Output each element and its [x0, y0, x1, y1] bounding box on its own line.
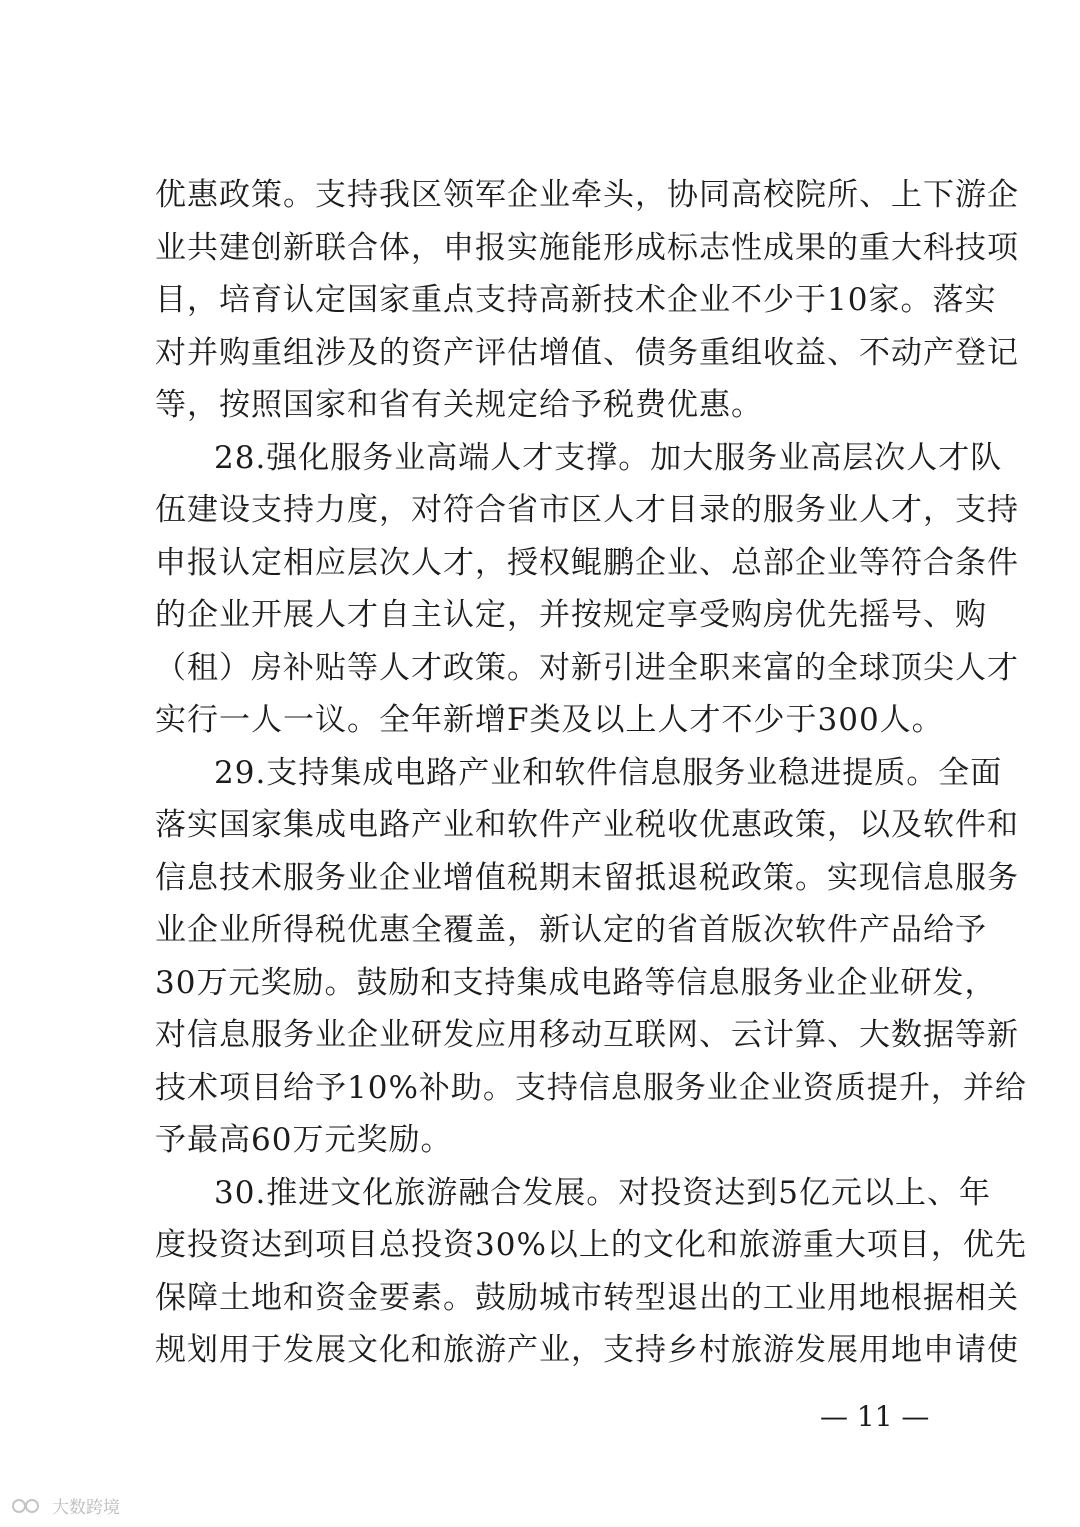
- text-line: 等，按照国家和省有关规定给予税费优惠。: [155, 387, 763, 423]
- text-line: 技术项目给予10%补助。支持信息服务业企业资质提升，并给: [155, 1069, 1027, 1106]
- text-line: 予最高60万元奖励。: [155, 1122, 453, 1158]
- text-line: 落实国家集成电路产业和软件产业税收优惠政策，以及软件和: [155, 807, 1019, 843]
- text-line: 业共建创新联合体，申报实施能形成标志性成果的重大科技项: [155, 229, 1019, 266]
- text-line: 目，培育认定国家重点支持高新技术企业不少于10家。落实: [155, 282, 997, 318]
- text-line: 对信息服务业企业研发应用移动互联网、云计算、大数据等新: [155, 1017, 1019, 1053]
- text-line: 度投资达到项目总投资30%以上的文化和旅游重大项目，优先: [155, 1227, 1027, 1263]
- text-line: 业企业所得税优惠全覆盖，新认定的省首版次软件产品给予: [155, 912, 987, 948]
- text-line: 30万元奖励。鼓励和支持集成电路等信息服务业企业研发，: [155, 964, 997, 1001]
- text-line: 的企业开展人才自主认定，并按规定享受购房优先摇号、购: [155, 597, 987, 633]
- text-line: 规划用于发展文化和旅游产业，支持乡村旅游发展用地申请使: [155, 1332, 1019, 1368]
- text-line: 28.强化服务业高端人才支撑。加大服务业高层次人才队: [214, 439, 1003, 476]
- text-line: 对并购重组涉及的资产评估增值、债务重组收益、不动产登记: [155, 334, 1019, 371]
- text-line: 优惠政策。支持我区领军企业牵头，协同高校院所、上下游企: [155, 177, 1019, 213]
- watermark-logo-icon: [12, 1497, 46, 1515]
- text-line: 伍建设支持力度，对符合省市区人才目录的服务业人才，支持: [155, 492, 1019, 528]
- text-line: （租）房补贴等人才政策。对新引进全职来富的全球顶尖人才: [155, 649, 1019, 686]
- text-line: 29.支持集成电路产业和软件信息服务业稳进提质。全面: [214, 754, 1003, 791]
- text-line: 实行一人一议。全年新增F类及以上人才不少于300人。: [155, 702, 944, 738]
- text-line: 信息技术服务业企业增值税期末留抵退税政策。实现信息服务: [155, 859, 1019, 896]
- watermark: [12, 1493, 120, 1518]
- watermark-text: 大数跨境: [52, 1498, 120, 1518]
- text-line: 30.推进文化旅游融合发展。对投资达到5亿元以上、年: [214, 1174, 992, 1211]
- text-line: 申报认定相应层次人才，授权鲲鹏企业、总部企业等符合条件: [155, 544, 1019, 581]
- page-number: — 11 —: [820, 1400, 930, 1433]
- text-line: 保障土地和资金要素。鼓励城市转型退出的工业用地根据相关: [155, 1279, 1019, 1316]
